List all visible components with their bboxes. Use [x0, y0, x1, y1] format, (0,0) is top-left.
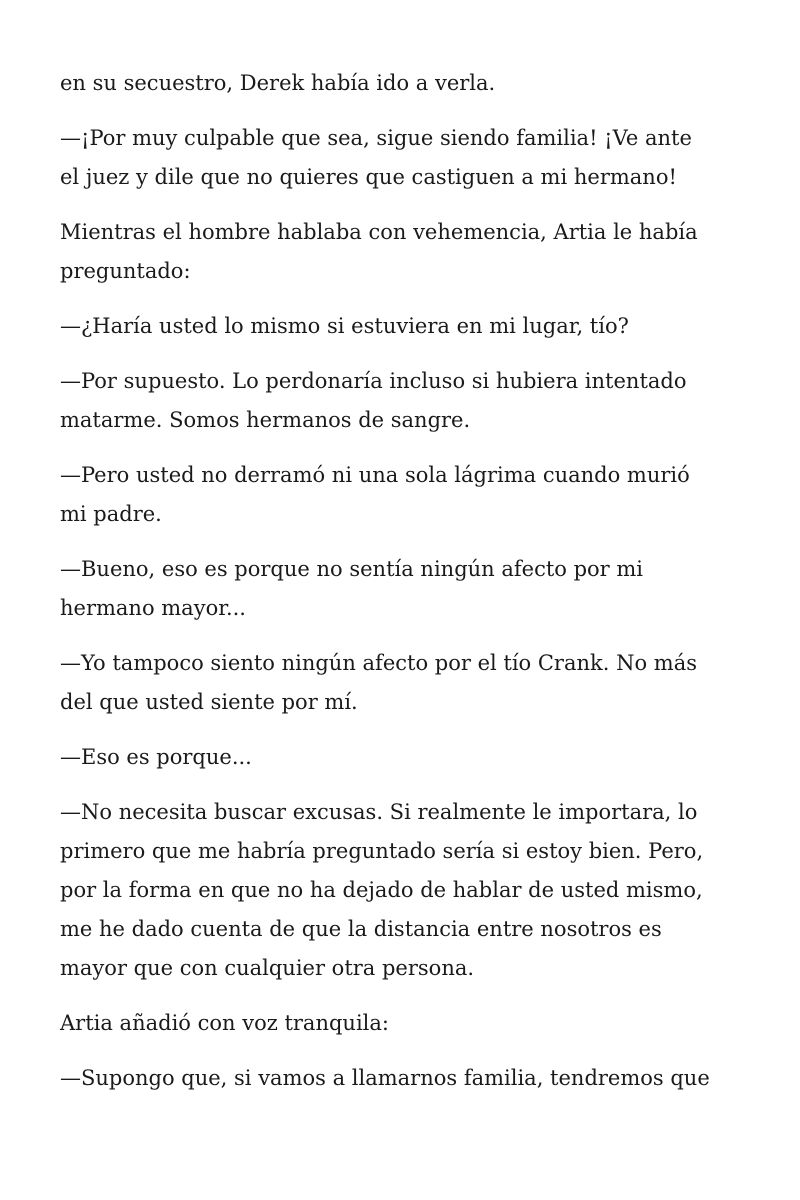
paragraph-2: —¡Por muy culpable que sea, sigue siendo familia! ¡Ve ante el juez y dile que no quieres que castiguen a mi hermano! [60, 126, 692, 189]
paragraph-4: —¿Haría usted lo mismo si estuviera en mi lugar, tío? [60, 314, 629, 338]
paragraph-1: en su secuestro, Derek había ido a verla. [60, 71, 496, 95]
paragraph-8: —Yo tampoco siento ningún afecto por el tío Crank. No más del que usted siente por mí. [60, 651, 697, 714]
paragraph-5: —Por supuesto. Lo perdonaría incluso si hubiera intentado matarme. Somos hermanos de sangre. [60, 369, 687, 432]
paragraph-6: —Pero usted no derramó ni una sola lágrima cuando murió mi padre. [60, 463, 690, 526]
paragraph-7: —Bueno, eso es porque no sentía ningún afecto por mi hermano mayor... [60, 557, 644, 620]
paragraph-11: Artia añadió con voz tranquila: [60, 1011, 389, 1035]
paragraph-12: —Supongo que, si vamos a llamarnos familia, tendremos que [60, 1066, 710, 1090]
paragraph-9: —Eso es porque... [60, 745, 252, 769]
paragraph-10: —No necesita buscar excusas. Si realmente le importara, lo primero que me habría preguntado sería si estoy bien. Pero, por la forma en que no ha dejado de hablar de usted mismo, me he dado cuenta de que la distancia entre nosotros es mayor que con cualquier otra persona. [60, 800, 704, 980]
paragraph-3: Mientras el hombre hablaba con vehemencia, Artia le había preguntado: [60, 220, 698, 283]
